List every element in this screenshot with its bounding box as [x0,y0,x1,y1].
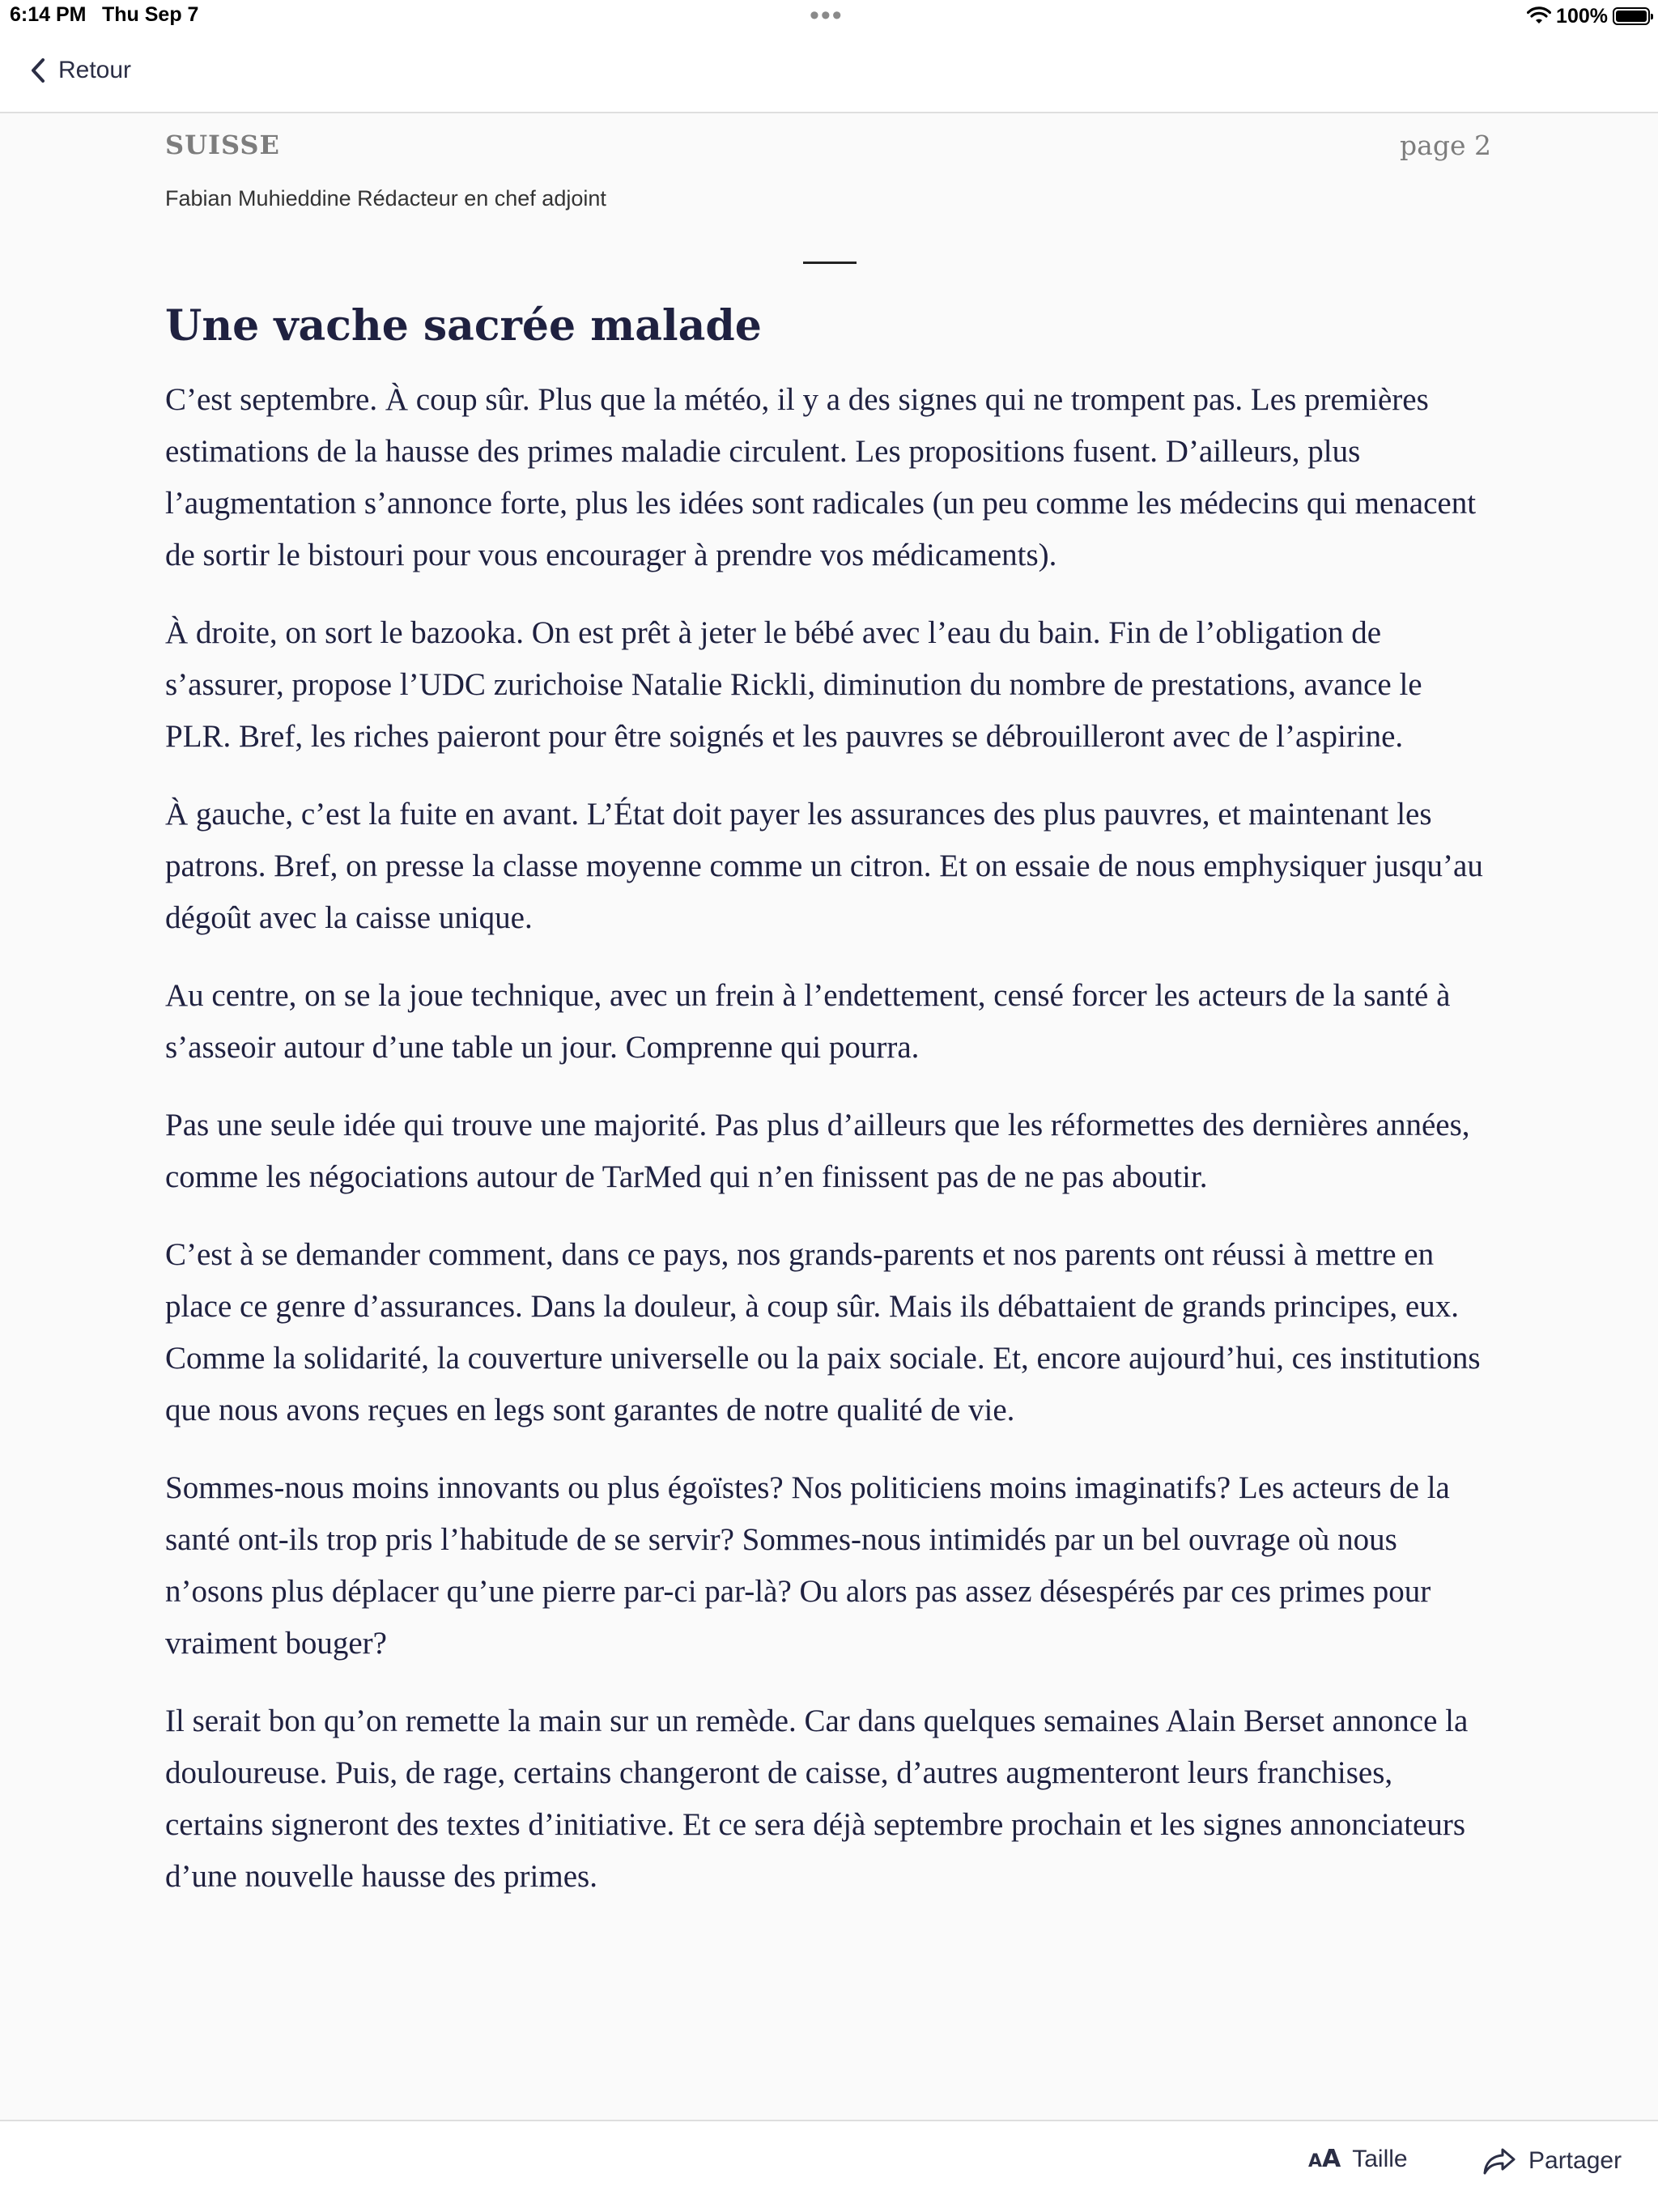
share-arrow-icon [1482,2146,1517,2176]
article-paragraph: À gauche, c’est la fuite en avant. L’État doit payer les assurances des plus pauvres, et maintenant les patrons. Bref, on presse la classe moyenne comme un citron. Et on essaie de nous emphysiquer jusqu’au dégoût avec la caisse unique. [165,797,1483,935]
article-paragraph: C’est à se demander comment, dans ce pays, nos grands-parents et nos parents ont réussi à mettre en place ce genre d’assurances. Dans la douleur, à coup sûr. Mais ils débattaient de grands principes, eux. Comme la solidarité, la couverture universelle ou la paix sociale. Et, encore aujourd’hui, ces institutions que nous avons reçues en legs sont garantes de notre qualité de vie. [165,1237,1481,1427]
text-size-button[interactable] [1308,2146,1408,2173]
article-paragraph: Au centre, on se la joue technique, avec un frein à l’endettement, censé forcer les acteurs de la santé à s’asseoir autour d’une table un jour. Comprenne qui pourra. [165,978,1451,1065]
text-size-icon-big-a: A [1322,2145,1341,2173]
status-time: 6:14 PM [10,3,87,26]
navigation-bar [0,32,1658,113]
article-body [165,374,1491,1929]
article-meta [165,113,1491,211]
divider [803,262,857,264]
battery-percentage: 100% [1556,4,1608,28]
article-title: Une vache sacrée malade [165,301,762,351]
status-date: Thu Sep 7 [102,3,199,26]
section-label: SUISSE [165,130,280,160]
back-label: Retour [58,57,132,83]
author-byline: Fabian Muhieddine Rédacteur en chef adjoint [165,186,606,211]
article-paragraph: Sommes-nous moins innovants ou plus égoïstes? Nos politiciens moins imaginatifs? Les acteurs de la santé ont-ils trop pris l’habitude de se servir? Sommes-nous intimidés par un bel ouvrage où nous n’osons plus déplacer qu’une pierre par-ci par-là? Ou alors pas assez désespérés par ces primes pour vraiment bouger? [165,1470,1450,1661]
share-label: Partager [1528,2147,1622,2174]
status-indicators [1527,2,1650,31]
chevron-left-icon [29,57,47,84]
page-number: page 2 [1400,130,1491,161]
article-paragraph: Il serait bon qu’on remette la main sur un remède. Car dans quelques semaines Alain Berset annonce la douloureuse. Puis, de rage, certains changeront de caisse, d’autres augmenteront leurs franchises, certains signeront des textes d’initiative. Et ce sera déjà septembre prochain et les signes annonciateurs d’une nouvelle hausse des primes. [165,1704,1469,1894]
text-size-icon-small-a: A [1308,2151,1323,2172]
article [165,113,1491,1894]
multitasking-dots-icon[interactable]: ••• [810,0,844,31]
text-size-label: Taille [1352,2146,1408,2172]
article-paragraph: C’est septembre. À coup sûr. Plus que la météo, il y a des signes qui ne trompent pas. Les premières estimations de la hausse des primes maladie circulent. Les propositions fusent. D’ailleurs, plus l’augmentation s’annonce forte, plus les idées sont radicales (un peu comme les médecins qui menacent de sortir le bistouri pour vous encourager à prendre vos médicaments). [165,382,1477,572]
article-paragraph: À droite, on sort le bazooka. On est prêt à jeter le bébé avec l’eau du bain. Fin de l’obligation de s’assurer, propose l’UDC zurichoise Natalie Rickli, diminution du nombre de prestations, avance le PLR. Bref, les riches paieront pour être soignés et les pauvres se débrouilleront avec de l’aspirine. [165,615,1422,754]
wifi-icon [1527,6,1551,26]
bottom-toolbar [0,2120,1658,2212]
battery-level-fill [1616,11,1647,22]
back-button[interactable] [29,57,131,84]
article-paragraph: Pas une seule idée qui trouve une majorité. Pas plus d’ailleurs que les réformettes des dernières années, comme les négociations autour de TarMed qui n’en finissent pas de ne pas aboutir. [165,1108,1470,1194]
status-bar [0,0,1658,32]
battery-icon [1613,7,1650,25]
share-button[interactable] [1482,2146,1622,2176]
text-size-icon [1308,2147,1341,2172]
